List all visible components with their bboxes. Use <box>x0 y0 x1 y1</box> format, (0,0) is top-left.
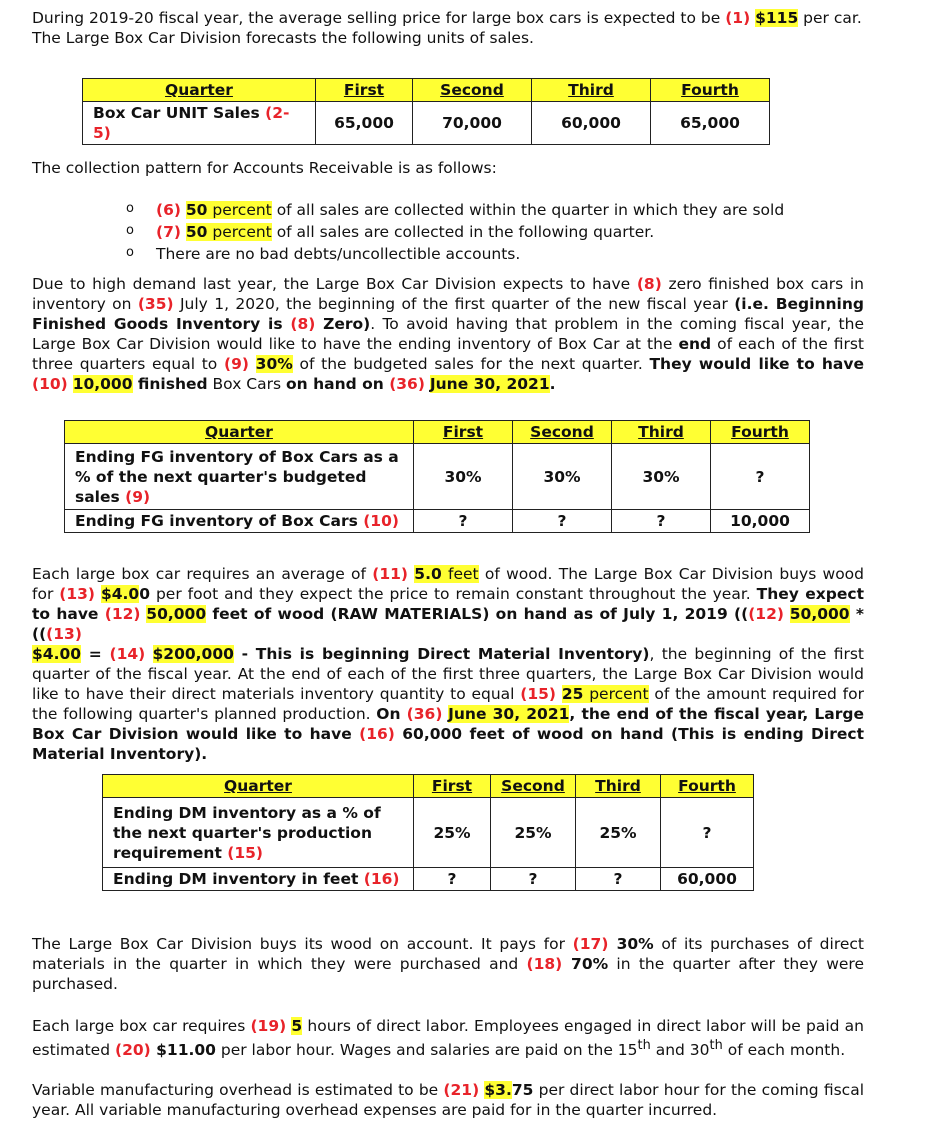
list-item: o There are no bad debts/uncollectible accounts. <box>122 244 784 266</box>
table-cell: 25% <box>576 798 661 868</box>
fg-paragraph: Due to high demand last year, the Large Box Car Division expects to have (8) zero finished box cars in inventory on (35) July 1, 2020, the beginning of the first quarter of the new fiscal year (i.e. Beginning Finished Goods Inventory is (8) Zero). To avoid having that problem in the coming fiscal year, the Large Box Car Division would like to have the ending inventory of Box Car at the end of each of the first three quarters equal to (9) 30% of the budgeted sales for the next quarter. They would like to have (10) 10,000 finished Box Cars on hand on (36) June 30, 2021. <box>32 275 865 393</box>
table-cell: ? <box>576 868 661 891</box>
list-item: o (6) 50 percent of all sales are collected within the quarter in which they are sold <box>122 200 784 222</box>
labor-paragraph: Each large box car requires (19) 5 hours of direct labor. Employees engaged in direct labor will be paid an estimated (20) $11.00 per labor hour. Wages and salaries are paid on the 15th and 30th of each month. <box>32 1017 864 1060</box>
header-quarter: Quarter <box>103 775 414 798</box>
row-label: Box Car UNIT Sales (2-5) <box>83 102 316 145</box>
table-cell: 65,000 <box>651 102 770 145</box>
sales-table <box>82 78 770 145</box>
header-second: Second <box>413 79 532 102</box>
list-item: o (7) 50 percent of all sales are collected in the following quarter. <box>122 222 784 244</box>
header-second: Second <box>513 421 612 444</box>
header-third: Third <box>576 775 661 798</box>
intro-paragraph: During 2019-20 fiscal year, the average selling price for large box cars is expected to be (1) $115 per car. The Large Box Car Division forecasts the following units of sales. <box>32 9 862 47</box>
table-cell: ? <box>612 510 711 533</box>
table-cell: ? <box>661 798 754 868</box>
header-fourth: Fourth <box>651 79 770 102</box>
table-cell: 30% <box>612 444 711 510</box>
dm-paragraph: Each large box car requires an average of (11) 5.0 feet of wood. The Large Box Car Division buys wood for (13) $4.00 per foot and they expect the price to remain constant throughout the year. They expect to have (12) 50,000 feet of wood (RAW MATERIALS) on hand as of July 1, 2019 (((12) 50,000 * (((13) $4.00 = (14) $200,000 - This is beginning Direct Material Inventory), the beginning of the first quarter of the fiscal year. At the end of each of the first three quarters, the Large Box Car Division would like to have their direct materials inventory quantity to equal (15) 25 percent of the amount required for the following quarter's planned production. On (36) June 30, 2021, the end of the fiscal year, Large Box Car Division would like to have (16) 60,000 feet of wood on hand (This is ending Direct Material Inventory). <box>32 565 865 763</box>
table-cell: 65,000 <box>316 102 413 145</box>
row-label: Ending DM inventory in feet (16) <box>103 868 414 891</box>
table-cell: ? <box>711 444 810 510</box>
header-first: First <box>414 775 491 798</box>
header-second: Second <box>491 775 576 798</box>
header-quarter: Quarter <box>83 79 316 102</box>
collection-list <box>122 200 784 266</box>
header-fourth: Fourth <box>711 421 810 444</box>
table-cell: 25% <box>491 798 576 868</box>
table-cell: 60,000 <box>661 868 754 891</box>
table-cell: 25% <box>414 798 491 868</box>
purchases-paragraph: The Large Box Car Division buys its wood on account. It pays for (17) 30% of its purchases of direct materials in the quarter in which they were purchased and (18) 70% in the quarter after they were purchased. <box>32 935 864 993</box>
header-quarter: Quarter <box>65 421 414 444</box>
collection-intro: The collection pattern for Accounts Receivable is as follows: <box>32 159 497 177</box>
table-cell: 30% <box>414 444 513 510</box>
table-cell: 10,000 <box>711 510 810 533</box>
table-cell: ? <box>491 868 576 891</box>
header-third: Third <box>612 421 711 444</box>
header-first: First <box>316 79 413 102</box>
table-cell: ? <box>414 868 491 891</box>
fg-inventory-table <box>64 420 810 533</box>
table-cell: 30% <box>513 444 612 510</box>
overhead-paragraph: Variable manufacturing overhead is estimated to be (21) $3.75 per direct labor hour for the coming fiscal year. All variable manufacturing overhead expenses are paid for in the quarter incurred. <box>32 1081 865 1119</box>
header-first: First <box>414 421 513 444</box>
dm-inventory-table <box>102 774 754 891</box>
row-label: Ending FG inventory of Box Cars (10) <box>65 510 414 533</box>
header-fourth: Fourth <box>661 775 754 798</box>
header-third: Third <box>532 79 651 102</box>
row-label: Ending FG inventory of Box Cars as a % of the next quarter's budgeted sales (9) <box>65 444 414 510</box>
row-label: Ending DM inventory as a % of the next quarter's production requirement (15) <box>103 798 414 868</box>
table-cell: ? <box>513 510 612 533</box>
table-cell: ? <box>414 510 513 533</box>
table-cell: 70,000 <box>413 102 532 145</box>
table-cell: 60,000 <box>532 102 651 145</box>
